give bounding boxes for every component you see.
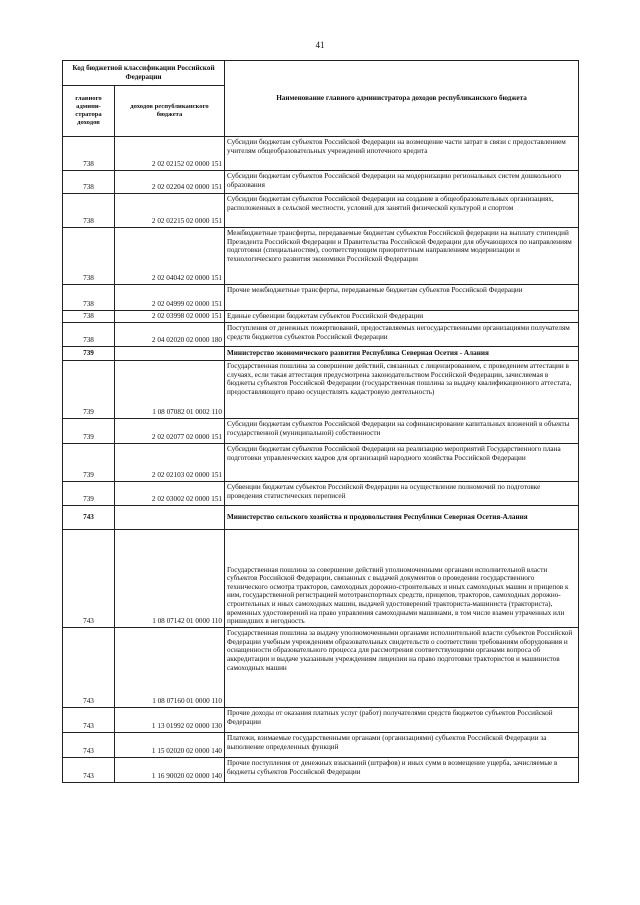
name-cell: Прочие поступления от денежных взысканий (штрафов) и иных сумм в возмещение ущерба, зачисляемые в бюджеты субъектов Российской Федерации bbox=[225, 758, 579, 783]
header-classification-code: Код бюджетной классификации Российской Федерации bbox=[63, 61, 225, 86]
header-admin-code: главного админи-стратора доходов bbox=[63, 86, 115, 137]
income-code-cell: 1 08 07082 01 0002 110 bbox=[115, 361, 225, 419]
admin-code-cell: 743 bbox=[63, 758, 115, 783]
income-code-cell: 2 02 02077 02 0000 151 bbox=[115, 419, 225, 444]
table-body bbox=[63, 137, 579, 783]
income-code-cell: 1 08 07142 01 0000 110 bbox=[115, 530, 225, 628]
table-row bbox=[63, 311, 579, 323]
income-code-cell: 2 02 04999 02 0000 151 bbox=[115, 285, 225, 311]
name-cell: Государственная пошлина за совершение действий уполномоченными органами исполнительной власти субъектов Российской Федерации, связанных с выдачей документов о проведении государственного технического осмотра тракторов, самоходных дорожно-строительных и иных самоходных машин и прицепов к ним, государственной регистрацией мототранспортных средств, прицепов, тракторов, самоходных дорожно-строительных и иных самоходных машин, выдачей удостоверений тракториста-машиниста (тракториста), временных удостоверений на право управления самоходными машинами, в том числе взамен утраченных или пришедших в негодность bbox=[225, 530, 579, 628]
name-cell: Межбюджетные трансферты, передаваемые бюджетам субъектов Российской федерации на выплату стипендий Президента Российской Федерации и Правительства Российской Федерации для обучающихся по направлениям подготовки (специальностям), соответствующим приоритетным направлениям модернизации и технологического развития экономики Российской Федерации bbox=[225, 228, 579, 285]
name-cell: Субсидии бюджетам субъектов Российской Федерации на модернизацию региональных систем дошкольного образования bbox=[225, 171, 579, 194]
income-code-cell: 2 02 02204 02 0000 151 bbox=[115, 171, 225, 194]
table-row bbox=[63, 628, 579, 708]
table-row bbox=[63, 137, 579, 171]
table-row bbox=[63, 444, 579, 482]
table-row bbox=[63, 323, 579, 347]
header-administrator-name: Наименование главного администратора доходов республиканского бюджета bbox=[225, 61, 579, 137]
income-code-cell: 2 02 04042 02 0000 151 bbox=[115, 228, 225, 285]
table-row bbox=[63, 733, 579, 758]
section-row bbox=[63, 506, 579, 530]
name-cell: Государственная пошлина за выдачу уполномоченными органами исполнительной власти субъектов Российской Федерации учебным учреждениям образовательных свидетельств о соответствии требованиям оборудования и оснащенности образовательного процесса для рассмотрения соответствующими органами вопроса об аккредитации и выдаче указанным учреждениям лицензии на право подготовки трактористов и машинистов самоходных машин bbox=[225, 628, 579, 708]
name-cell: Единые субвенции бюджетам субъектов Российской Федерации bbox=[225, 311, 579, 323]
admin-code-cell: 743 bbox=[63, 708, 115, 733]
admin-code-cell: 738 bbox=[63, 194, 115, 228]
income-code-cell: 2 02 02215 02 0000 151 bbox=[115, 194, 225, 228]
section-row bbox=[63, 347, 579, 361]
name-cell: Субсидии бюджетам субъектов Российской Федерации на возмещение части затрат в связи с предоставлением учителям общеобразовательных учреждений ипотечного кредита bbox=[225, 137, 579, 171]
name-cell: Субсидии бюджетам субъектов Российской Федерации на реализацию мероприятий Государственного плана подготовки управленческих кадров для организаций народного хозяйства Российской Федерации bbox=[225, 444, 579, 482]
income-code-cell bbox=[115, 506, 225, 530]
admin-code-cell: 738 bbox=[63, 285, 115, 311]
name-cell: Поступления от денежных пожертвований, предоставляемых негосударственными организациями получателям средств бюджетов субъектов Российской Федерации bbox=[225, 323, 579, 347]
table-row bbox=[63, 419, 579, 444]
name-cell: Субсидии бюджетам субъектов Российской Федерации на создание в общеобразовательных организациях, расположенных в сельской местности, условий для занятий физической культурой и спортом bbox=[225, 194, 579, 228]
admin-code-cell: 743 bbox=[63, 530, 115, 628]
table-row bbox=[63, 171, 579, 194]
income-code-cell: 1 08 07160 01 0000 110 bbox=[115, 628, 225, 708]
admin-code-cell: 743 bbox=[63, 733, 115, 758]
name-cell: Субсидии бюджетам субъектов Российской Федерации на софинансирование капитальных вложений в объекты государственной (муниципальной) собственности bbox=[225, 419, 579, 444]
budget-classification-table bbox=[62, 60, 579, 783]
admin-code-cell: 739 bbox=[63, 361, 115, 419]
admin-code-cell: 738 bbox=[63, 323, 115, 347]
header-income-code: доходов республиканского бюджета bbox=[115, 86, 225, 137]
admin-code-cell: 738 bbox=[63, 311, 115, 323]
admin-code-cell: 739 bbox=[63, 419, 115, 444]
admin-code-cell: 743 bbox=[63, 628, 115, 708]
income-code-cell bbox=[115, 347, 225, 361]
income-code-cell: 2 02 03002 02 0000 151 bbox=[115, 482, 225, 506]
table-row bbox=[63, 708, 579, 733]
name-cell: Министерство экономического развития Республика Северная Осетия - Алания bbox=[225, 347, 579, 361]
table-row bbox=[63, 482, 579, 506]
table-row bbox=[63, 530, 579, 628]
name-cell: Платежи, взимаемые государственными органами (организациями) субъектов Российской Федерации за выполнение определенных функций bbox=[225, 733, 579, 758]
admin-code-cell: 739 bbox=[63, 444, 115, 482]
page-number: 41 bbox=[315, 40, 325, 50]
income-code-cell: 1 13 01992 02 0000 130 bbox=[115, 708, 225, 733]
income-code-cell: 2 02 02152 02 0000 151 bbox=[115, 137, 225, 171]
income-code-cell: 1 16 90020 02 0000 140 bbox=[115, 758, 225, 783]
admin-code-cell: 743 bbox=[63, 506, 115, 530]
table-row bbox=[63, 361, 579, 419]
name-cell: Прочие доходы от оказания платных услуг (работ) получателями средств бюджетов субъектов Российской Федерации bbox=[225, 708, 579, 733]
income-code-cell: 2 02 02103 02 0000 151 bbox=[115, 444, 225, 482]
table-row bbox=[63, 285, 579, 311]
table-row bbox=[63, 758, 579, 783]
income-code-cell: 2 02 03998 02 0000 151 bbox=[115, 311, 225, 323]
name-cell: Прочие межбюджетные трансферты, передаваемые бюджетам субъектов Российской Федерации bbox=[225, 285, 579, 311]
admin-code-cell: 739 bbox=[63, 347, 115, 361]
admin-code-cell: 739 bbox=[63, 482, 115, 506]
admin-code-cell: 738 bbox=[63, 171, 115, 194]
table-row bbox=[63, 194, 579, 228]
income-code-cell: 1 15 02020 02 0000 140 bbox=[115, 733, 225, 758]
table-row bbox=[63, 228, 579, 285]
income-code-cell: 2 04 02020 02 0000 180 bbox=[115, 323, 225, 347]
name-cell: Государственная пошлина за совершение действий, связанных с лицензированием, с проведением аттестации в случаях, если такая аттестация предусмотрена законодательством Российской Федерации, зачисляемая в бюджеты субъектов Российской Федерации (государственная пошлина за выдачу квалификационного аттестата, предоставляющего право осуществлять кадастровую деятельность) bbox=[225, 361, 579, 419]
admin-code-cell: 738 bbox=[63, 228, 115, 285]
name-cell: Министерство сельского хозяйства и продовольствия Республики Северная Осетия-Алания bbox=[225, 506, 579, 530]
name-cell: Субвенции бюджетам субъектов Российской Федерации на осуществление полномочий по подготовке проведения статистических переписей bbox=[225, 482, 579, 506]
admin-code-cell: 738 bbox=[63, 137, 115, 171]
